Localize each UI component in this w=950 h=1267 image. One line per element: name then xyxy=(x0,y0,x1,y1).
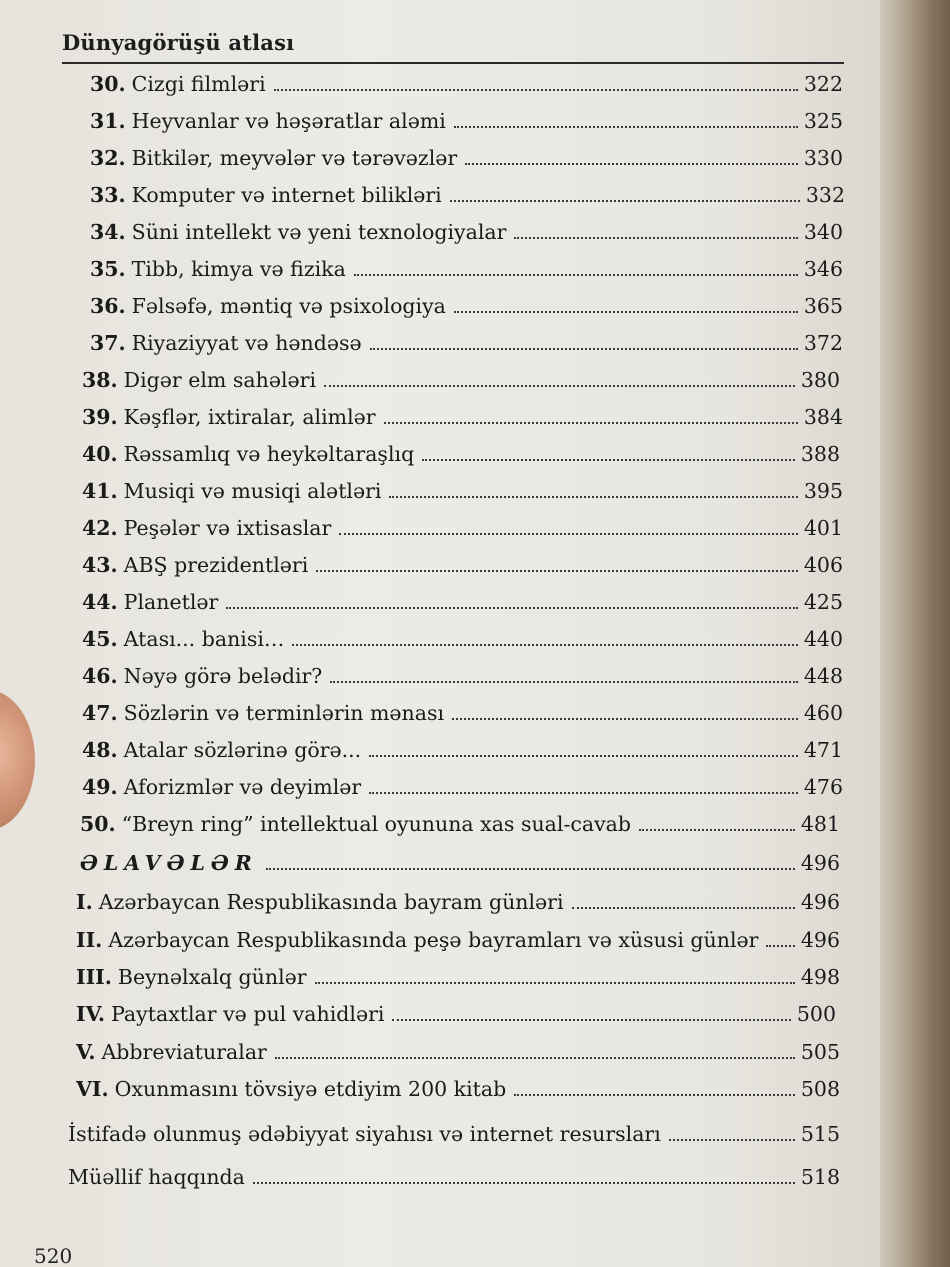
toc-entry-page: 476 xyxy=(803,775,843,799)
toc-entry-title: Komputer və internet bilikləri xyxy=(131,183,442,207)
dot-leader xyxy=(292,643,797,646)
toc-entry-number: 45. xyxy=(82,627,118,651)
toc-entry-title: Abbreviaturalar xyxy=(101,1040,267,1064)
toc-entry xyxy=(82,701,843,725)
dot-leader xyxy=(454,310,798,313)
toc-entry-page: 460 xyxy=(803,701,843,725)
toc-entry-title: Atalar sözlərinə görə... xyxy=(123,738,362,762)
dot-leader xyxy=(275,1056,795,1059)
dot-leader xyxy=(369,754,798,757)
dot-leader xyxy=(315,981,795,984)
toc-entry xyxy=(76,928,840,952)
toc-entry-number: 37. xyxy=(90,331,126,355)
toc-entry xyxy=(76,1002,836,1026)
page-number: 520 xyxy=(34,1244,73,1267)
toc-entry-page: 425 xyxy=(803,590,843,614)
dot-leader xyxy=(465,162,798,165)
toc-entry xyxy=(82,590,843,614)
toc-entry-title: Tibb, kimya və fizika xyxy=(131,257,346,281)
toc-entry-number: 43. xyxy=(82,553,118,577)
toc-entry-title: Müəllif haqqında xyxy=(68,1165,245,1189)
toc-entry-number: 46. xyxy=(82,664,118,688)
toc-entry-page: 496 xyxy=(800,928,840,952)
toc-entry-number: V. xyxy=(76,1040,96,1064)
toc-entry-page: 518 xyxy=(800,1165,840,1189)
toc-entry-page: 325 xyxy=(803,109,843,133)
toc-entry-page: 332 xyxy=(805,183,845,207)
toc-entry-title: Peşələr və ixtisaslar xyxy=(123,516,332,540)
dot-leader xyxy=(369,791,798,794)
toc-entry-number: I. xyxy=(76,890,93,914)
dot-leader xyxy=(226,606,798,609)
toc-entry xyxy=(68,1165,840,1189)
dot-leader xyxy=(639,828,795,831)
toc-entry-page: 330 xyxy=(803,146,843,170)
toc-entry-number: 40. xyxy=(82,442,118,466)
toc-entry-title: ABŞ prezidentləri xyxy=(123,553,309,577)
toc-entry-page: 340 xyxy=(803,220,843,244)
toc-entry xyxy=(76,890,840,914)
toc-entry-title: Kəşflər, ixtiralar, alimlər xyxy=(123,405,376,429)
toc-entry-page: 481 xyxy=(800,812,840,836)
dot-leader xyxy=(316,569,798,572)
dot-leader xyxy=(389,495,797,498)
toc-entry-title: Beynəlxalq günlər xyxy=(117,965,307,989)
toc-entry-number: 42. xyxy=(82,516,118,540)
toc-entry xyxy=(90,294,843,318)
toc-entry-page: 406 xyxy=(803,553,843,577)
toc-entry-title: Azərbaycan Respublikasında peşə bayramları və xüsusi günlər xyxy=(108,928,759,952)
toc-entry-title: Sözlərin və terminlərin mənası xyxy=(123,701,445,725)
dot-leader xyxy=(392,1018,790,1021)
toc-entry-title: “Breyn ring” intellektual oyununa xas sual-cavab xyxy=(121,812,632,836)
toc-entry-number: VI. xyxy=(76,1077,109,1101)
toc-entry-title: Nəyə görə belədir? xyxy=(123,664,323,688)
toc-entry-page: 500 xyxy=(796,1002,836,1026)
toc-entry-title: Paytaxtlar və pul vahidləri xyxy=(111,1002,385,1026)
toc-entry xyxy=(82,627,843,651)
toc-entry-title: Oxunmasını tövsiyə etdiyim 200 kitab xyxy=(114,1077,507,1101)
toc-entry-number: 30. xyxy=(90,72,126,96)
dot-leader xyxy=(669,1138,795,1141)
dot-leader xyxy=(514,236,797,239)
toc-entry-page: 448 xyxy=(803,664,843,688)
toc-entry-number: 47. xyxy=(82,701,118,725)
toc-entry-number: 48. xyxy=(82,738,118,762)
toc-entry-page: 395 xyxy=(803,479,843,503)
toc-entry-number: 36. xyxy=(90,294,126,318)
dot-leader xyxy=(339,532,798,535)
page-edge-shadow xyxy=(880,0,950,1267)
toc-entry-title: Fəlsəfə, məntiq və psixologiya xyxy=(131,294,446,318)
toc-entry-page: 388 xyxy=(800,442,840,466)
toc-entry-number: 49. xyxy=(82,775,118,799)
toc-entry-title: Heyvanlar və həşəratlar aləmi xyxy=(131,109,446,133)
toc-entry-number: IV. xyxy=(76,1002,106,1026)
toc-entry-page: 505 xyxy=(800,1040,840,1064)
toc-entry-title: Bitkilər, meyvələr və tərəvəzlər xyxy=(131,146,458,170)
dot-leader xyxy=(324,384,795,387)
dot-leader xyxy=(274,88,798,91)
toc-entry xyxy=(76,1077,840,1101)
toc-entry-page: 346 xyxy=(803,257,843,281)
toc-entry-page: 384 xyxy=(803,405,843,429)
toc-entry xyxy=(82,738,843,762)
toc-entry-title: Planetlər xyxy=(123,590,219,614)
toc-entry xyxy=(76,1040,840,1064)
toc-entry-title: Cizgi filmləri xyxy=(131,72,266,96)
toc-entry-number: 50. xyxy=(80,812,116,836)
toc-entry xyxy=(68,1122,840,1146)
dot-leader xyxy=(454,125,798,128)
running-head: Dünyagörüşü atlası xyxy=(62,30,295,55)
dot-leader xyxy=(514,1093,795,1096)
dot-leader xyxy=(452,717,798,720)
dot-leader xyxy=(572,906,795,909)
dot-leader xyxy=(354,273,798,276)
toc-entry xyxy=(90,183,845,207)
toc-entry-page: 498 xyxy=(800,965,840,989)
dot-leader xyxy=(253,1181,795,1184)
toc-entry xyxy=(80,812,840,836)
dot-leader xyxy=(766,944,794,947)
toc-entry xyxy=(82,442,840,466)
toc-entry-number: 44. xyxy=(82,590,118,614)
dot-leader xyxy=(450,199,800,202)
dot-leader xyxy=(384,421,798,424)
toc-entry-number: II. xyxy=(76,928,103,952)
toc-entry xyxy=(82,664,843,688)
dot-leader xyxy=(370,347,798,350)
toc-entry-page: 365 xyxy=(803,294,843,318)
toc-entry-number: 39. xyxy=(82,405,118,429)
toc-entry-number: 41. xyxy=(82,479,118,503)
toc-entry-title: Aforizmlər və deyimlər xyxy=(123,775,362,799)
toc-entry-number: 33. xyxy=(90,183,126,207)
toc-entry-title: Azərbaycan Respublikasında bayram günləri xyxy=(98,890,564,914)
toc-entry-title: Musiqi və musiqi alətləri xyxy=(123,479,382,503)
toc-entry-number: 35. xyxy=(90,257,126,281)
toc-entry xyxy=(90,72,843,96)
toc-entry-page: 372 xyxy=(803,331,843,355)
toc-entry xyxy=(82,368,840,392)
toc-entry xyxy=(90,220,843,244)
toc-entry-page: 440 xyxy=(803,627,843,651)
toc-entry-title: Rəssamlıq və heykəltaraşlıq xyxy=(123,442,415,466)
toc-entry-page: 401 xyxy=(803,516,843,540)
toc-entry xyxy=(90,331,843,355)
toc-entry-page: 496 xyxy=(800,890,840,914)
toc-entry xyxy=(82,775,843,799)
toc-entry-number: III. xyxy=(76,965,112,989)
toc-entry xyxy=(90,257,843,281)
dot-leader xyxy=(330,680,798,683)
toc-entry-number: 38. xyxy=(82,368,118,392)
toc-entry-title: Digər elm sahələri xyxy=(123,368,316,392)
toc-entry xyxy=(82,516,843,540)
dot-leader xyxy=(266,867,795,870)
toc-entry-number: 34. xyxy=(90,220,126,244)
toc-entry xyxy=(82,553,843,577)
toc-entry-number: 31. xyxy=(90,109,126,133)
toc-entry xyxy=(82,479,843,503)
toc-entry-page: 471 xyxy=(803,738,843,762)
toc-entry-page: 496 xyxy=(800,851,840,875)
toc-entry xyxy=(90,109,843,133)
dot-leader xyxy=(422,458,795,461)
toc-entry xyxy=(82,405,843,429)
toc-entry-page: 380 xyxy=(800,368,840,392)
toc-entry xyxy=(76,965,840,989)
toc-entry-page: 508 xyxy=(800,1077,840,1101)
toc-entry-title: İstifadə olunmuş ədəbiyyat siyahısı və internet resursları xyxy=(68,1122,661,1146)
toc-entry xyxy=(80,851,840,875)
toc-entry-title: Riyaziyyat və həndəsə xyxy=(131,331,362,355)
toc-entry-title: Süni intellekt və yeni texnologiyalar xyxy=(131,220,507,244)
toc-entry-title: ƏLAVƏLƏR xyxy=(80,851,258,875)
toc-entry xyxy=(90,146,843,170)
toc-entry-number: 32. xyxy=(90,146,126,170)
toc-entry-page: 322 xyxy=(803,72,843,96)
toc-entry-title: Atası... banisi… xyxy=(123,627,285,651)
toc-entry-page: 515 xyxy=(800,1122,840,1146)
